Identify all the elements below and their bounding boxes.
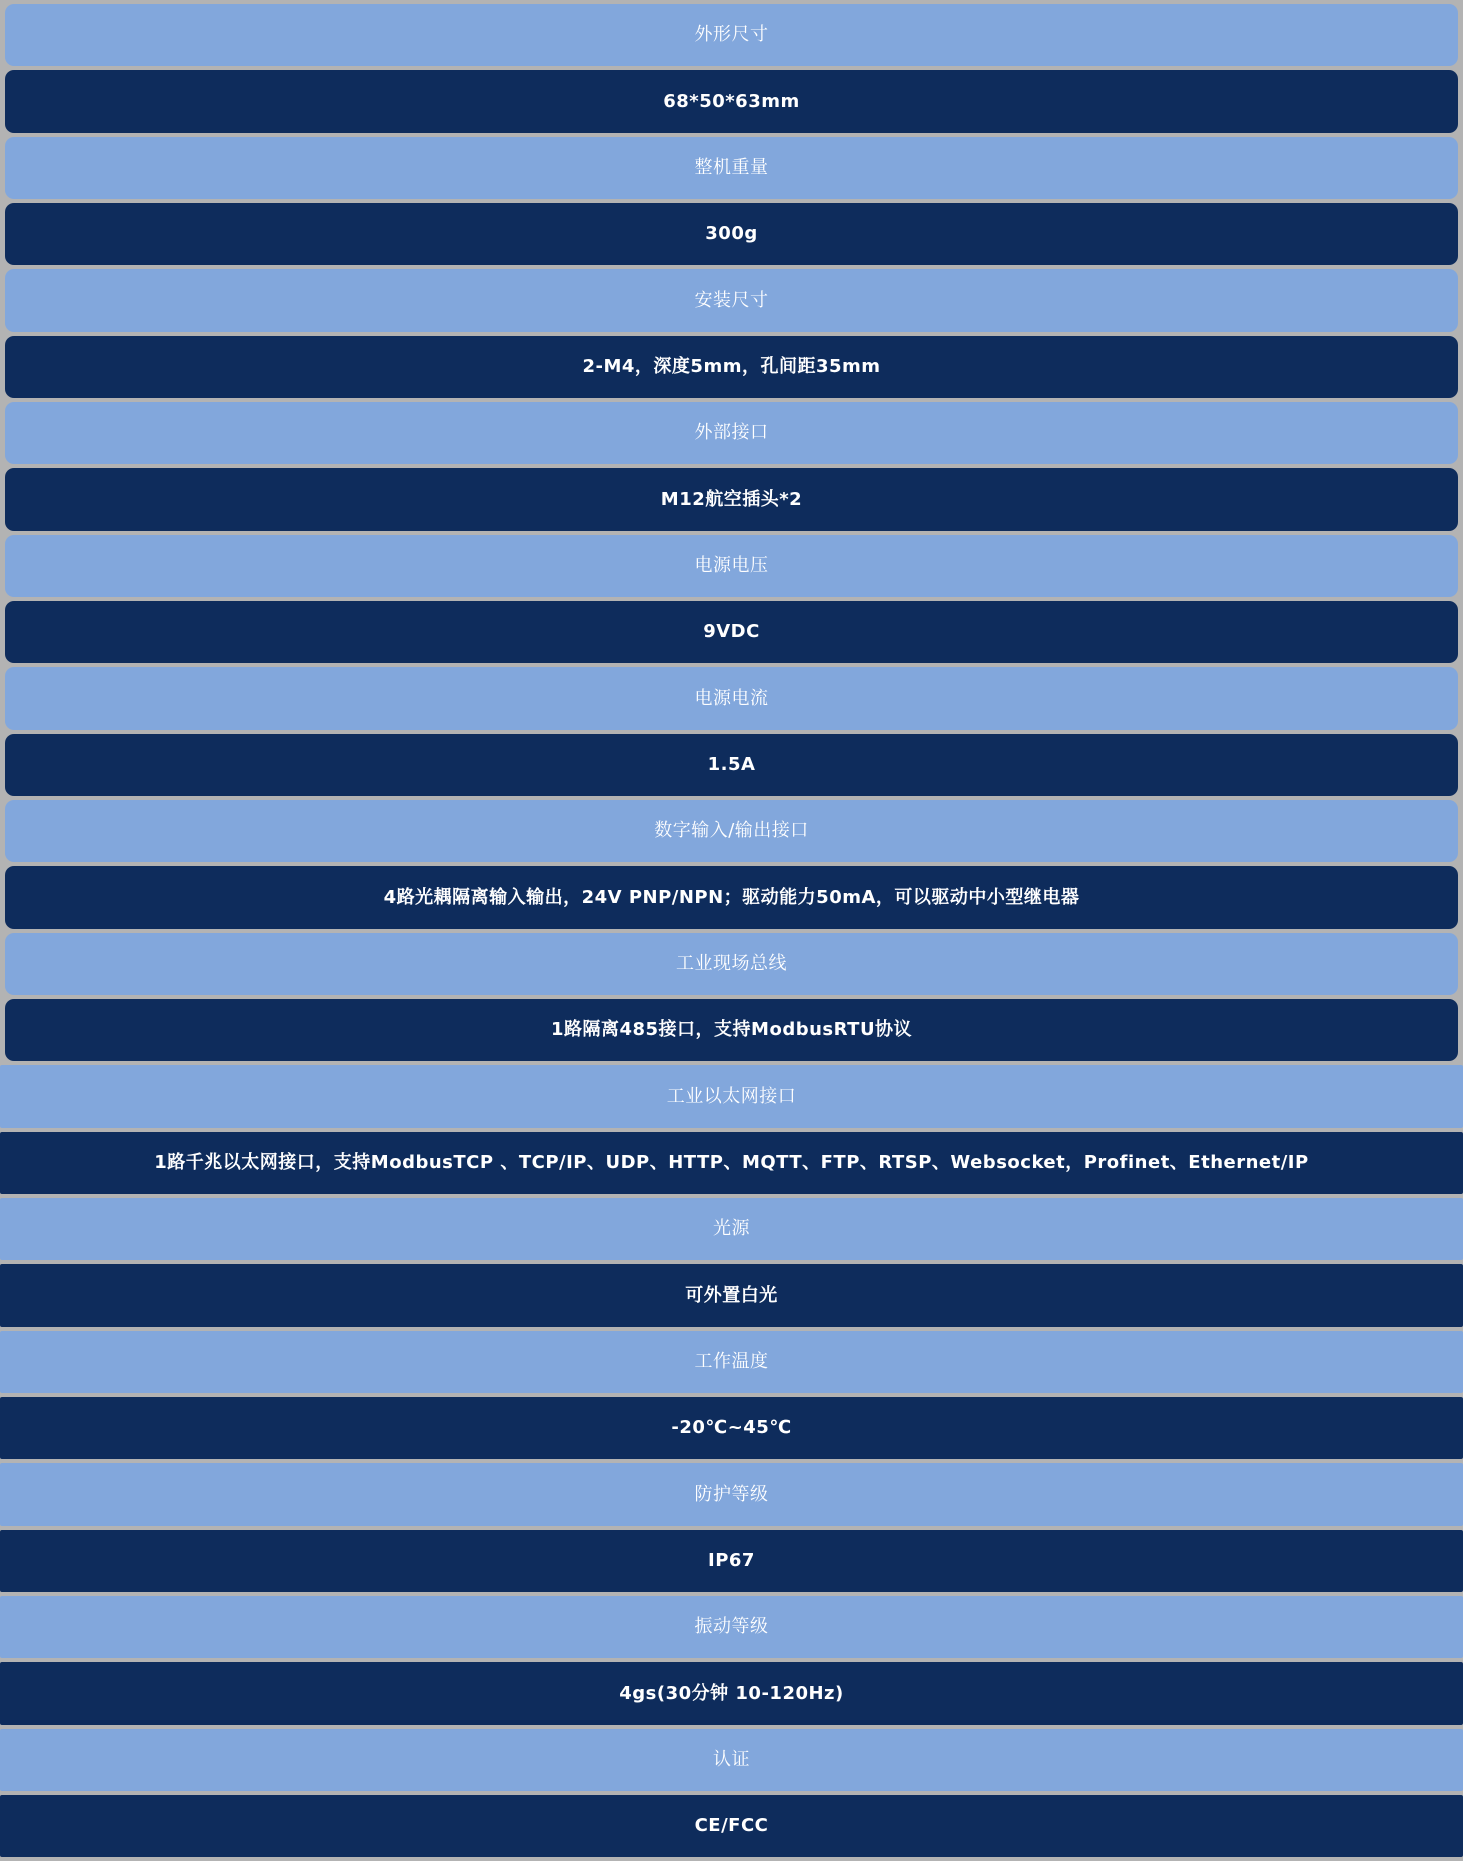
spec-value-mounting: 2-M4，深度5mm，孔间距35mm — [5, 336, 1458, 398]
spec-value-external-ports: M12航空插头*2 — [5, 468, 1458, 530]
spec-label-ip-rating: 防护等级 — [0, 1463, 1463, 1525]
spec-value-digital-io: 4路光耦隔离输入输出，24V PNP/NPN；驱动能力50mA，可以驱动中小型继电器 — [5, 866, 1458, 928]
spec-value-supply-voltage: 9VDC — [5, 601, 1458, 663]
spec-label-external-ports: 外部接口 — [5, 402, 1458, 464]
spec-value-operating-temp: -20℃~45℃ — [0, 1397, 1463, 1459]
spec-value-certification: CE/FCC — [0, 1795, 1463, 1857]
spec-label-digital-io: 数字输入/输出接口 — [5, 800, 1458, 862]
spec-value-vibration: 4gs(30分钟 10-120Hz) — [0, 1662, 1463, 1724]
spec-label-certification: 认证 — [0, 1729, 1463, 1791]
spec-label-ethernet: 工业以太网接口 — [0, 1065, 1463, 1127]
spec-label-supply-voltage: 电源电压 — [5, 535, 1458, 597]
spec-value-weight: 300g — [5, 203, 1458, 265]
spec-label-fieldbus: 工业现场总线 — [5, 933, 1458, 995]
spec-label-mounting: 安装尺寸 — [5, 269, 1458, 331]
spec-value-fieldbus: 1路隔离485接口，支持ModbusRTU协议 — [5, 999, 1458, 1061]
spec-label-dimensions: 外形尺寸 — [5, 4, 1458, 66]
spec-value-light-source: 可外置白光 — [0, 1264, 1463, 1326]
spec-label-supply-current: 电源电流 — [5, 667, 1458, 729]
spec-value-dimensions: 68*50*63mm — [5, 70, 1458, 132]
spec-label-weight: 整机重量 — [5, 137, 1458, 199]
spec-value-ethernet: 1路千兆以太网接口，支持ModbusTCP 、TCP/IP、UDP、HTTP、MQTT、FTP、RTSP、Websocket，Profinet、Ethernet/IP — [0, 1132, 1463, 1194]
spec-label-vibration: 振动等级 — [0, 1596, 1463, 1658]
spec-value-supply-current: 1.5A — [5, 734, 1458, 796]
spec-label-operating-temp: 工作温度 — [0, 1331, 1463, 1393]
spec-label-light-source: 光源 — [0, 1198, 1463, 1260]
spec-value-ip-rating: IP67 — [0, 1530, 1463, 1592]
